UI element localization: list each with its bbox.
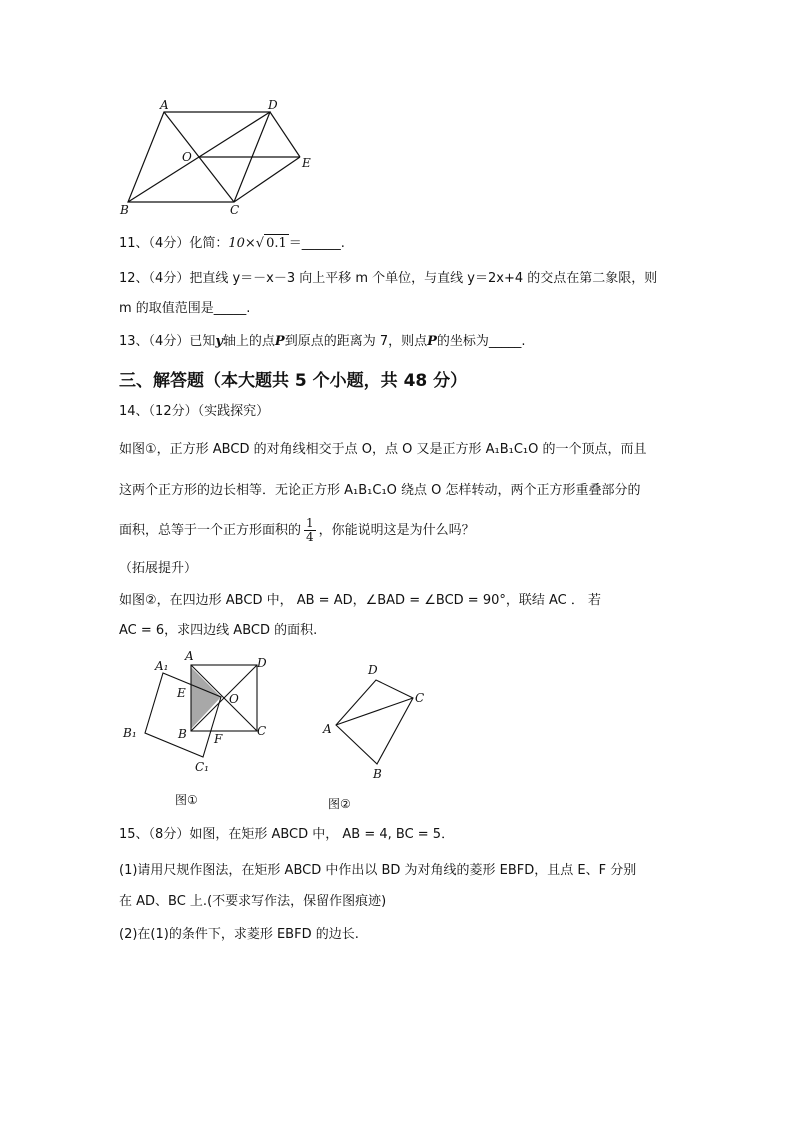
label-C: C xyxy=(230,203,240,217)
parallelogram-figure xyxy=(110,95,330,220)
fig2-label-C: C xyxy=(415,691,425,705)
label-B: B xyxy=(120,203,129,217)
fraction xyxy=(304,517,316,544)
fig1-label-A1: A₁ xyxy=(155,659,169,673)
fig1-label-E: E xyxy=(177,686,186,700)
question-13 xyxy=(119,333,526,351)
fraction-numerator: 1 xyxy=(306,516,314,530)
q14-p2-line1: 如图②，在四边形 ABCD 中， AB = AD，∠BAD = ∠BCD = 90°，联结 AC ． 若 xyxy=(119,593,601,608)
fraction-denominator: 4 xyxy=(306,530,314,544)
label-A: A xyxy=(160,98,169,112)
fig1-label-C: C xyxy=(257,724,267,738)
q11-prefix: 11、（4分）化简： xyxy=(119,236,229,251)
question-12-line2: m 的取值范围是_____. xyxy=(119,301,251,316)
q15-line3: (2)在(1)的条件下，求菱形 EBFD 的边长. xyxy=(119,927,359,942)
q13-pre: 13、（4分）已知 xyxy=(119,334,216,349)
question-11: 11、（4分）化简：10×√ 0.1 ＝______. xyxy=(119,236,345,251)
label-O: O xyxy=(182,150,192,164)
q14-p1-line3-pre: 面积，总等于一个正方形面积的 xyxy=(119,523,302,538)
q11-sqrt: 0.1 xyxy=(266,236,287,251)
q14-p1-line3-post: ，你能说明这是为什么吗？ xyxy=(318,523,475,538)
q14-p1-line1: 如图①，正方形 ABCD 的对角线相交于点 O，点 O 又是正方形 A₁B₁C₁O 的一个顶点，而且 xyxy=(119,442,647,457)
question-12-line1: 12、（4分）把直线 y＝－x－3 向上平移 m 个单位，与直线 y＝2x+4 的交点在第二象限，则 xyxy=(119,271,658,286)
q14-p2-line2: AC = 6，求四边线 ABCD 的面积. xyxy=(119,623,318,638)
q14-p1-line3 xyxy=(119,516,475,546)
fig2-label-D: D xyxy=(368,663,378,677)
q11-expr: 10× xyxy=(228,236,256,251)
q15-line1: (1)请用尺规作图法，在矩形 ABCD 中作出以 BD 为对角线的菱形 EBFD，且点 E、F 分别 xyxy=(119,863,637,878)
fig1-label-C1: C₁ xyxy=(195,760,209,774)
q15-line2: 在 AD、BC 上.(不要求写作法，保留作图痕迹) xyxy=(119,894,387,909)
fig1-label-A: A xyxy=(185,649,194,663)
q13-p: P xyxy=(274,334,285,349)
q11-suffix: ＝______. xyxy=(288,236,345,251)
fig1-label-B1: B₁ xyxy=(123,726,137,740)
fig2-label-B: B xyxy=(373,767,382,781)
label-D: D xyxy=(268,98,278,112)
q14-p1-line2: 这两个正方形的边长相等．无论正方形 A₁B₁C₁O 绕点 O 怎样转动，两个正方形重叠部分的 xyxy=(119,483,641,498)
figure-1 xyxy=(115,645,285,780)
fig1-label-F: F xyxy=(214,732,223,746)
fig1-label-B: B xyxy=(178,727,187,741)
q15-head: 15、（8分）如图，在矩形 ABCD 中， AB = 4, BC = 5． xyxy=(119,827,455,842)
figure-2 xyxy=(318,660,428,785)
q13-mid2: 到原点的距离为 7，则点 xyxy=(284,334,428,349)
fig1-label-O: O xyxy=(229,692,239,706)
q13-mid: 轴上的点 xyxy=(222,334,275,349)
fig2-caption: 图② xyxy=(328,797,351,811)
fig2-label-A: A xyxy=(323,722,332,736)
q13-p2: P xyxy=(427,334,437,349)
fig1-caption: 图① xyxy=(175,793,198,807)
q13-post: 的坐标为_____. xyxy=(436,334,526,349)
fig1-label-D: D xyxy=(257,656,267,670)
section-title: 三、解答题（本大题共 5 个小题，共 48 分） xyxy=(119,371,468,391)
q14-head: 14、（12分）（实践探究） xyxy=(119,404,270,419)
label-E: E xyxy=(302,156,311,170)
q13-y: y xyxy=(215,334,223,349)
q14-sub: （拓展提升） xyxy=(119,561,198,576)
